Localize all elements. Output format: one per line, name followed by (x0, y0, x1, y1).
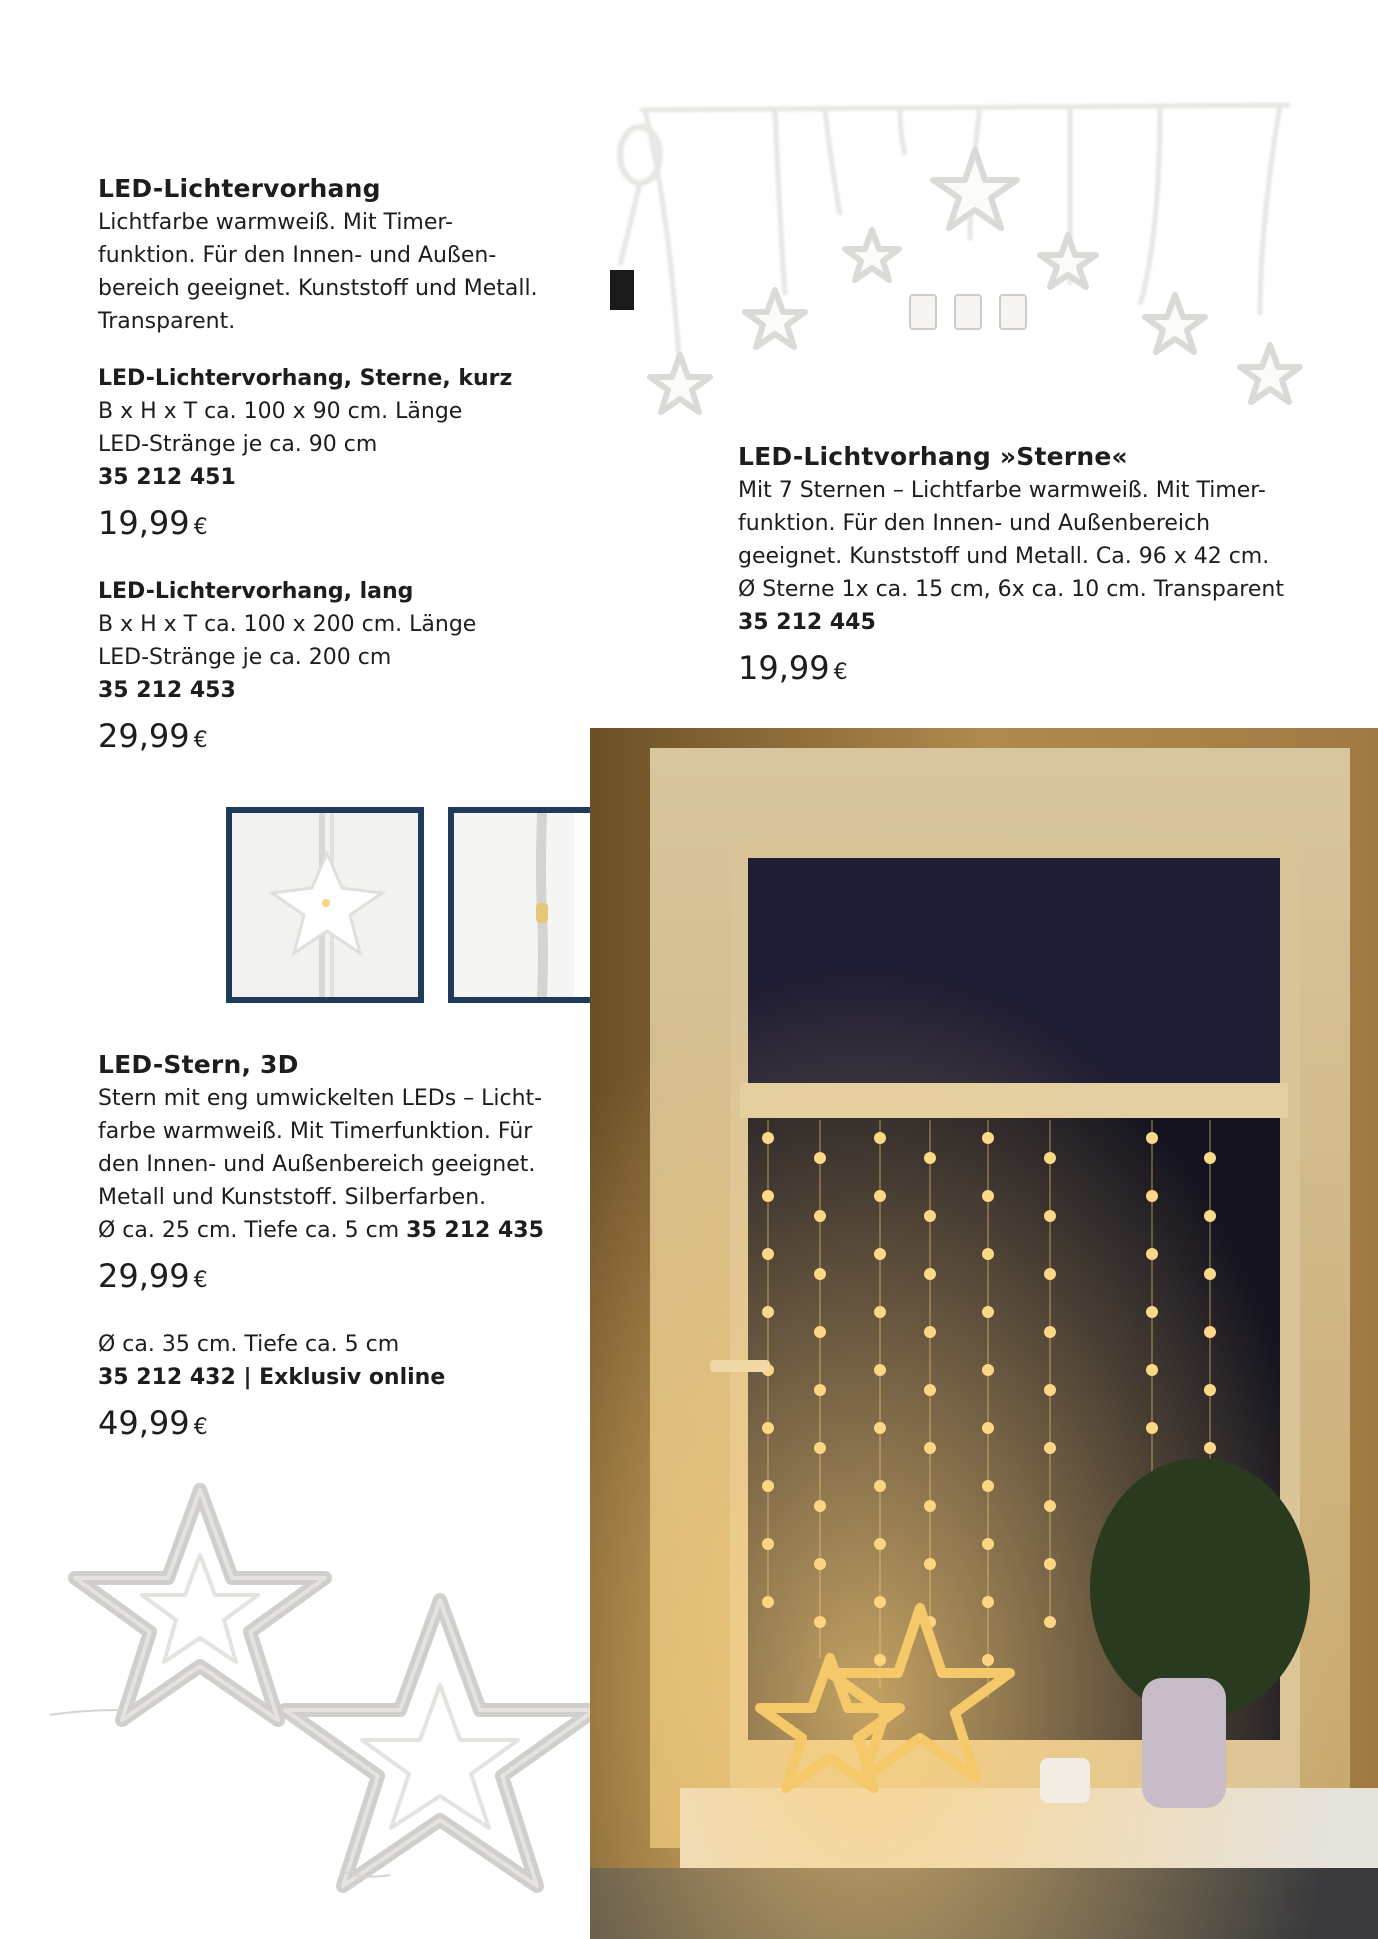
star-shape (1145, 295, 1205, 352)
product-lichtervorhang (98, 172, 558, 764)
star-shape (933, 150, 1017, 228)
variant-line: B x H x T ca. 100 x 200 cm. Länge (98, 612, 477, 637)
silver-stars-photo (40, 1470, 630, 1930)
product-title: LED-Stern, 3D (98, 1050, 299, 1079)
product-desc-line: funktion. Für den Innen- und Außen- (98, 243, 497, 268)
star-shape (845, 230, 899, 280)
product-title: LED-Lichtvorhang »Sterne« (738, 442, 1128, 471)
size-line (98, 1214, 578, 1247)
product-led-stern-3d (98, 1048, 578, 1451)
variant-name: LED-Lichtervorhang, lang (98, 579, 414, 604)
size-text: Ø ca. 35 cm. Tiefe ca. 5 cm (98, 1332, 400, 1357)
star-shape (745, 290, 805, 347)
product-desc-line: Transparent. (98, 309, 236, 334)
article-number: 35 212 432 | Exklusiv online (98, 1365, 446, 1390)
star-shape (1240, 345, 1300, 402)
price-value: 19,99 (98, 504, 190, 542)
price (738, 645, 1358, 696)
product-desc-line: bereich geeignet. Kunststoff und Metall. (98, 276, 538, 301)
article-number: 35 212 451 (98, 465, 236, 490)
product-desc-line: Lichtfarbe warmweiß. Mit Timer- (98, 210, 453, 235)
window-scene-photo (590, 728, 1378, 1939)
star-curtain-photo (600, 95, 1320, 425)
size-text: Ø ca. 25 cm. Tiefe ca. 5 cm (98, 1218, 400, 1243)
price (98, 1400, 578, 1451)
price-value: 29,99 (98, 1257, 190, 1295)
controller-box (610, 270, 634, 310)
product-title: LED-Lichtervorhang (98, 174, 381, 203)
variant-name: LED-Lichtervorhang, Sterne, kurz (98, 366, 513, 391)
price-value: 19,99 (738, 649, 830, 687)
product-desc-line: Ø Sterne 1x ca. 15 cm, 6x ca. 10 cm. Transparent (738, 577, 1284, 602)
price (98, 1253, 578, 1304)
currency: € (193, 1268, 208, 1293)
price-value: 29,99 (98, 717, 190, 755)
product-desc-line: geeignet. Kunststoff und Metall. Ca. 96 x 42 cm. (738, 544, 1270, 569)
currency: € (193, 1415, 208, 1440)
detail-thumbnail-star (226, 807, 424, 1003)
variant-line: B x H x T ca. 100 x 90 cm. Länge (98, 399, 463, 424)
article-number: 35 212 435 (406, 1218, 544, 1243)
currency: € (833, 660, 848, 685)
product-desc-line: Stern mit eng umwickelten LEDs – Licht- (98, 1086, 543, 1111)
product-desc-line: farbe warmweiß. Mit Timerfunktion. Für (98, 1119, 533, 1144)
variant-line: LED-Stränge je ca. 90 cm (98, 432, 378, 457)
currency: € (193, 728, 208, 753)
product-lichtvorhang-sterne (738, 440, 1358, 696)
article-number: 35 212 445 (738, 610, 876, 635)
currency: € (193, 515, 208, 540)
product-desc-line: den Innen- und Außenbereich geeignet. (98, 1152, 536, 1177)
price (98, 713, 558, 764)
product-desc-line: Metall und Kunststoff. Silberfarben. (98, 1185, 487, 1210)
price-value: 49,99 (98, 1404, 190, 1442)
product-desc-line: Mit 7 Sternen – Lichtfarbe warmweiß. Mit Timer- (738, 478, 1266, 503)
star-shape (650, 355, 710, 412)
variant-line: LED-Stränge je ca. 200 cm (98, 645, 392, 670)
price (98, 500, 558, 551)
product-desc-line: funktion. Für den Innen- und Außenbereich (738, 511, 1211, 536)
article-number: 35 212 453 (98, 678, 236, 703)
